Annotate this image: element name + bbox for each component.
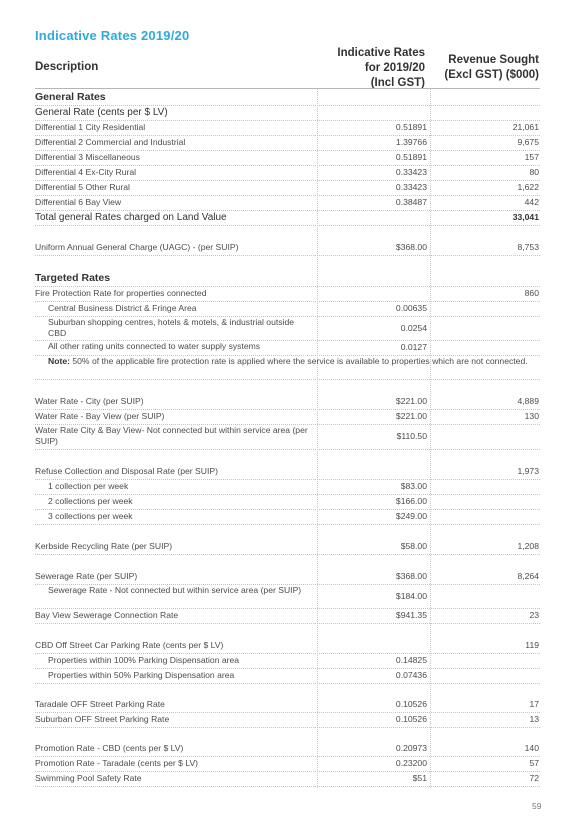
row-indicative-rate: 0.14825 [395, 655, 427, 665]
table-row [35, 668, 540, 684]
row-revenue-sought: 80 [529, 167, 539, 177]
table-row [35, 756, 540, 772]
table-row [35, 340, 540, 356]
row-indicative-rate: $368.00 [395, 571, 427, 581]
row-revenue-sought: 33,041 [512, 212, 539, 222]
table-row [35, 697, 540, 713]
row-indicative-rate: $221.00 [395, 411, 427, 421]
table-row [35, 638, 540, 654]
header-line: (Excl GST) ($000) [444, 69, 539, 81]
row-revenue-sought: 8,264 [517, 571, 539, 581]
row-description: Differential 3 Miscellaneous [35, 152, 140, 162]
page-number: 59 [532, 801, 542, 811]
row-revenue-sought: 140 [524, 743, 539, 753]
row-description: Water Rate - Bay View (per SUIP) [35, 411, 165, 421]
row-revenue-sought: 17 [529, 699, 539, 709]
row-indicative-rate: 0.10526 [395, 714, 427, 724]
row-description: Properties within 100% Parking Dispensation area [48, 655, 240, 665]
table-row [35, 464, 540, 480]
table-row [35, 771, 540, 787]
row-description: Fire Protection Rate for properties connected [35, 288, 207, 298]
row-description: Total general Rates charged on Land Value [35, 212, 227, 223]
row-revenue-sought: 157 [524, 152, 539, 162]
table-row [35, 135, 540, 151]
row-revenue-sought: 119 [525, 640, 539, 650]
row-description: 1 collection per week [48, 481, 129, 491]
row-revenue-sought: 130 [524, 411, 539, 421]
row-description: Refuse Collection and Disposal Rate (per SUIP) [35, 466, 218, 476]
table-row [35, 608, 540, 624]
row-indicative-rate: $83.00 [400, 481, 427, 491]
column-header-indicative-rates [318, 46, 425, 91]
table-row [35, 569, 540, 585]
column-header-revenue-sought [430, 53, 539, 83]
table-row [35, 195, 540, 211]
row-description: Differential 5 Other Rural [35, 182, 130, 192]
table-row [35, 120, 540, 136]
row-indicative-rate: 0.10526 [395, 699, 427, 709]
row-indicative-rate: $58.00 [400, 541, 427, 551]
row-description: Promotion Rate - CBD (cents per $ LV) [35, 743, 184, 753]
row-indicative-rate: 0.33423 [395, 167, 427, 177]
row-revenue-sought: 13 [529, 714, 539, 724]
header-line: for 2019/20 [364, 62, 425, 74]
row-indicative-rate: 0.51891 [395, 122, 427, 132]
row-indicative-rate: 0.23200 [395, 758, 427, 768]
row-indicative-rate: 0.51891 [395, 152, 427, 162]
row-description: General Rate (cents per $ LV) [35, 107, 168, 118]
row-description: Suburban shopping centres, hotels & motels, & industrial outside CBD [48, 317, 295, 338]
row-description: Promotion Rate - Taradale (cents per $ LV) [35, 758, 199, 768]
row-revenue-sought: 21,061 [512, 122, 539, 132]
table-row [35, 424, 540, 450]
row-description: Sewerage Rate (per SUIP) [35, 571, 138, 581]
row-description: 3 collections per week [48, 511, 133, 521]
table-row [35, 301, 540, 317]
header-line: Indicative Rates [337, 47, 425, 59]
row-description: Uniform Annual General Charge (UAGC) - (per SUIP) [35, 242, 239, 252]
row-indicative-rate: $110.50 [396, 431, 427, 441]
row-description: Taradale OFF Street Parking Rate [35, 699, 165, 709]
row-description: Sewerage Rate - Not connected but within service area (per SUIP) [48, 585, 302, 595]
table-row [35, 509, 540, 525]
table-row [35, 165, 540, 181]
row-indicative-rate: 0.00635 [395, 303, 427, 313]
table-row [35, 210, 540, 226]
table-row [35, 741, 540, 757]
row-indicative-rate: 0.0254 [400, 322, 427, 333]
table-row [35, 494, 540, 510]
row-revenue-sought: 57 [529, 758, 539, 768]
row-revenue-sought: 9,675 [517, 137, 539, 147]
table-row [35, 89, 540, 106]
row-description: Water Rate - City (per SUIP) [35, 396, 144, 406]
table-row [35, 584, 540, 609]
row-description: Differential 1 City Residential [35, 122, 146, 132]
row-revenue-sought: 23 [529, 610, 539, 620]
row-revenue-sought: 1,622 [517, 182, 539, 192]
table-row [35, 316, 540, 341]
row-description: Kerbside Recycling Rate (per SUIP) [35, 541, 173, 551]
row-revenue-sought: 860 [524, 288, 539, 298]
row-description: Differential 2 Commercial and Industrial [35, 137, 186, 147]
table-row [35, 355, 540, 380]
row-description: General Rates [35, 90, 106, 103]
table-row [35, 479, 540, 495]
table-row [35, 653, 540, 669]
row-revenue-sought: 8,753 [517, 242, 539, 252]
row-indicative-rate: $249.00 [395, 511, 427, 521]
header-line: Revenue Sought [448, 54, 539, 66]
page-title: Indicative Rates 2019/20 [35, 28, 190, 43]
note-text: 50% of the applicable fire protection rate is applied where the service is available to properties which are not connected. [72, 356, 528, 366]
row-description: All other rating units connected to water supply systems [48, 341, 261, 351]
table-row [35, 105, 540, 121]
table-row [35, 409, 540, 425]
table-row [35, 286, 540, 302]
row-description: Central Business District & Fringe Area [48, 303, 197, 313]
header-line: (Incl GST) [370, 77, 425, 89]
table-row [35, 539, 540, 555]
row-revenue-sought: 4,889 [517, 396, 539, 406]
table-row [35, 240, 540, 256]
row-revenue-sought: 72 [529, 773, 539, 783]
row-description: Swimming Pool Safety Rate [35, 773, 142, 783]
row-indicative-rate: 0.38487 [395, 197, 427, 207]
row-indicative-rate: $51 [412, 773, 427, 783]
table-row [35, 270, 540, 287]
row-description: Differential 4 Ex-City Rural [35, 167, 137, 177]
row-indicative-rate: $368.00 [395, 242, 427, 252]
row-description [48, 356, 538, 367]
row-description: Bay View Sewerage Connection Rate [35, 610, 179, 620]
row-indicative-rate: $184.00 [395, 590, 427, 601]
table-row [35, 150, 540, 166]
row-indicative-rate: 0.33423 [395, 182, 427, 192]
row-indicative-rate: 0.07436 [395, 670, 427, 680]
note-label: Note: [48, 356, 70, 366]
row-revenue-sought: 1,973 [517, 466, 539, 476]
row-indicative-rate: $221.00 [395, 396, 427, 406]
row-description: Differential 6 Bay View [35, 197, 122, 207]
column-header-description: Description [35, 61, 99, 73]
row-description: Water Rate City & Bay View- Not connected but within service area (per SUIP) [35, 425, 308, 446]
row-indicative-rate: 0.20973 [395, 743, 427, 753]
row-indicative-rate: 0.0127 [400, 342, 427, 352]
table-row [35, 180, 540, 196]
row-description: 2 collections per week [48, 496, 133, 506]
row-description: CBD Off Street Car Parking Rate (cents per $ LV) [35, 640, 224, 650]
table-row [35, 394, 540, 410]
row-indicative-rate: $941.35 [395, 610, 427, 620]
row-revenue-sought: 442 [524, 197, 539, 207]
row-revenue-sought: 1,208 [517, 541, 539, 551]
table-row [35, 712, 540, 728]
row-description: Suburban OFF Street Parking Rate [35, 714, 170, 724]
row-indicative-rate: 1.39766 [395, 137, 427, 147]
row-indicative-rate: $166.00 [395, 496, 427, 506]
row-description: Targeted Rates [35, 271, 111, 284]
row-description: Properties within 50% Parking Dispensation area [48, 670, 235, 680]
